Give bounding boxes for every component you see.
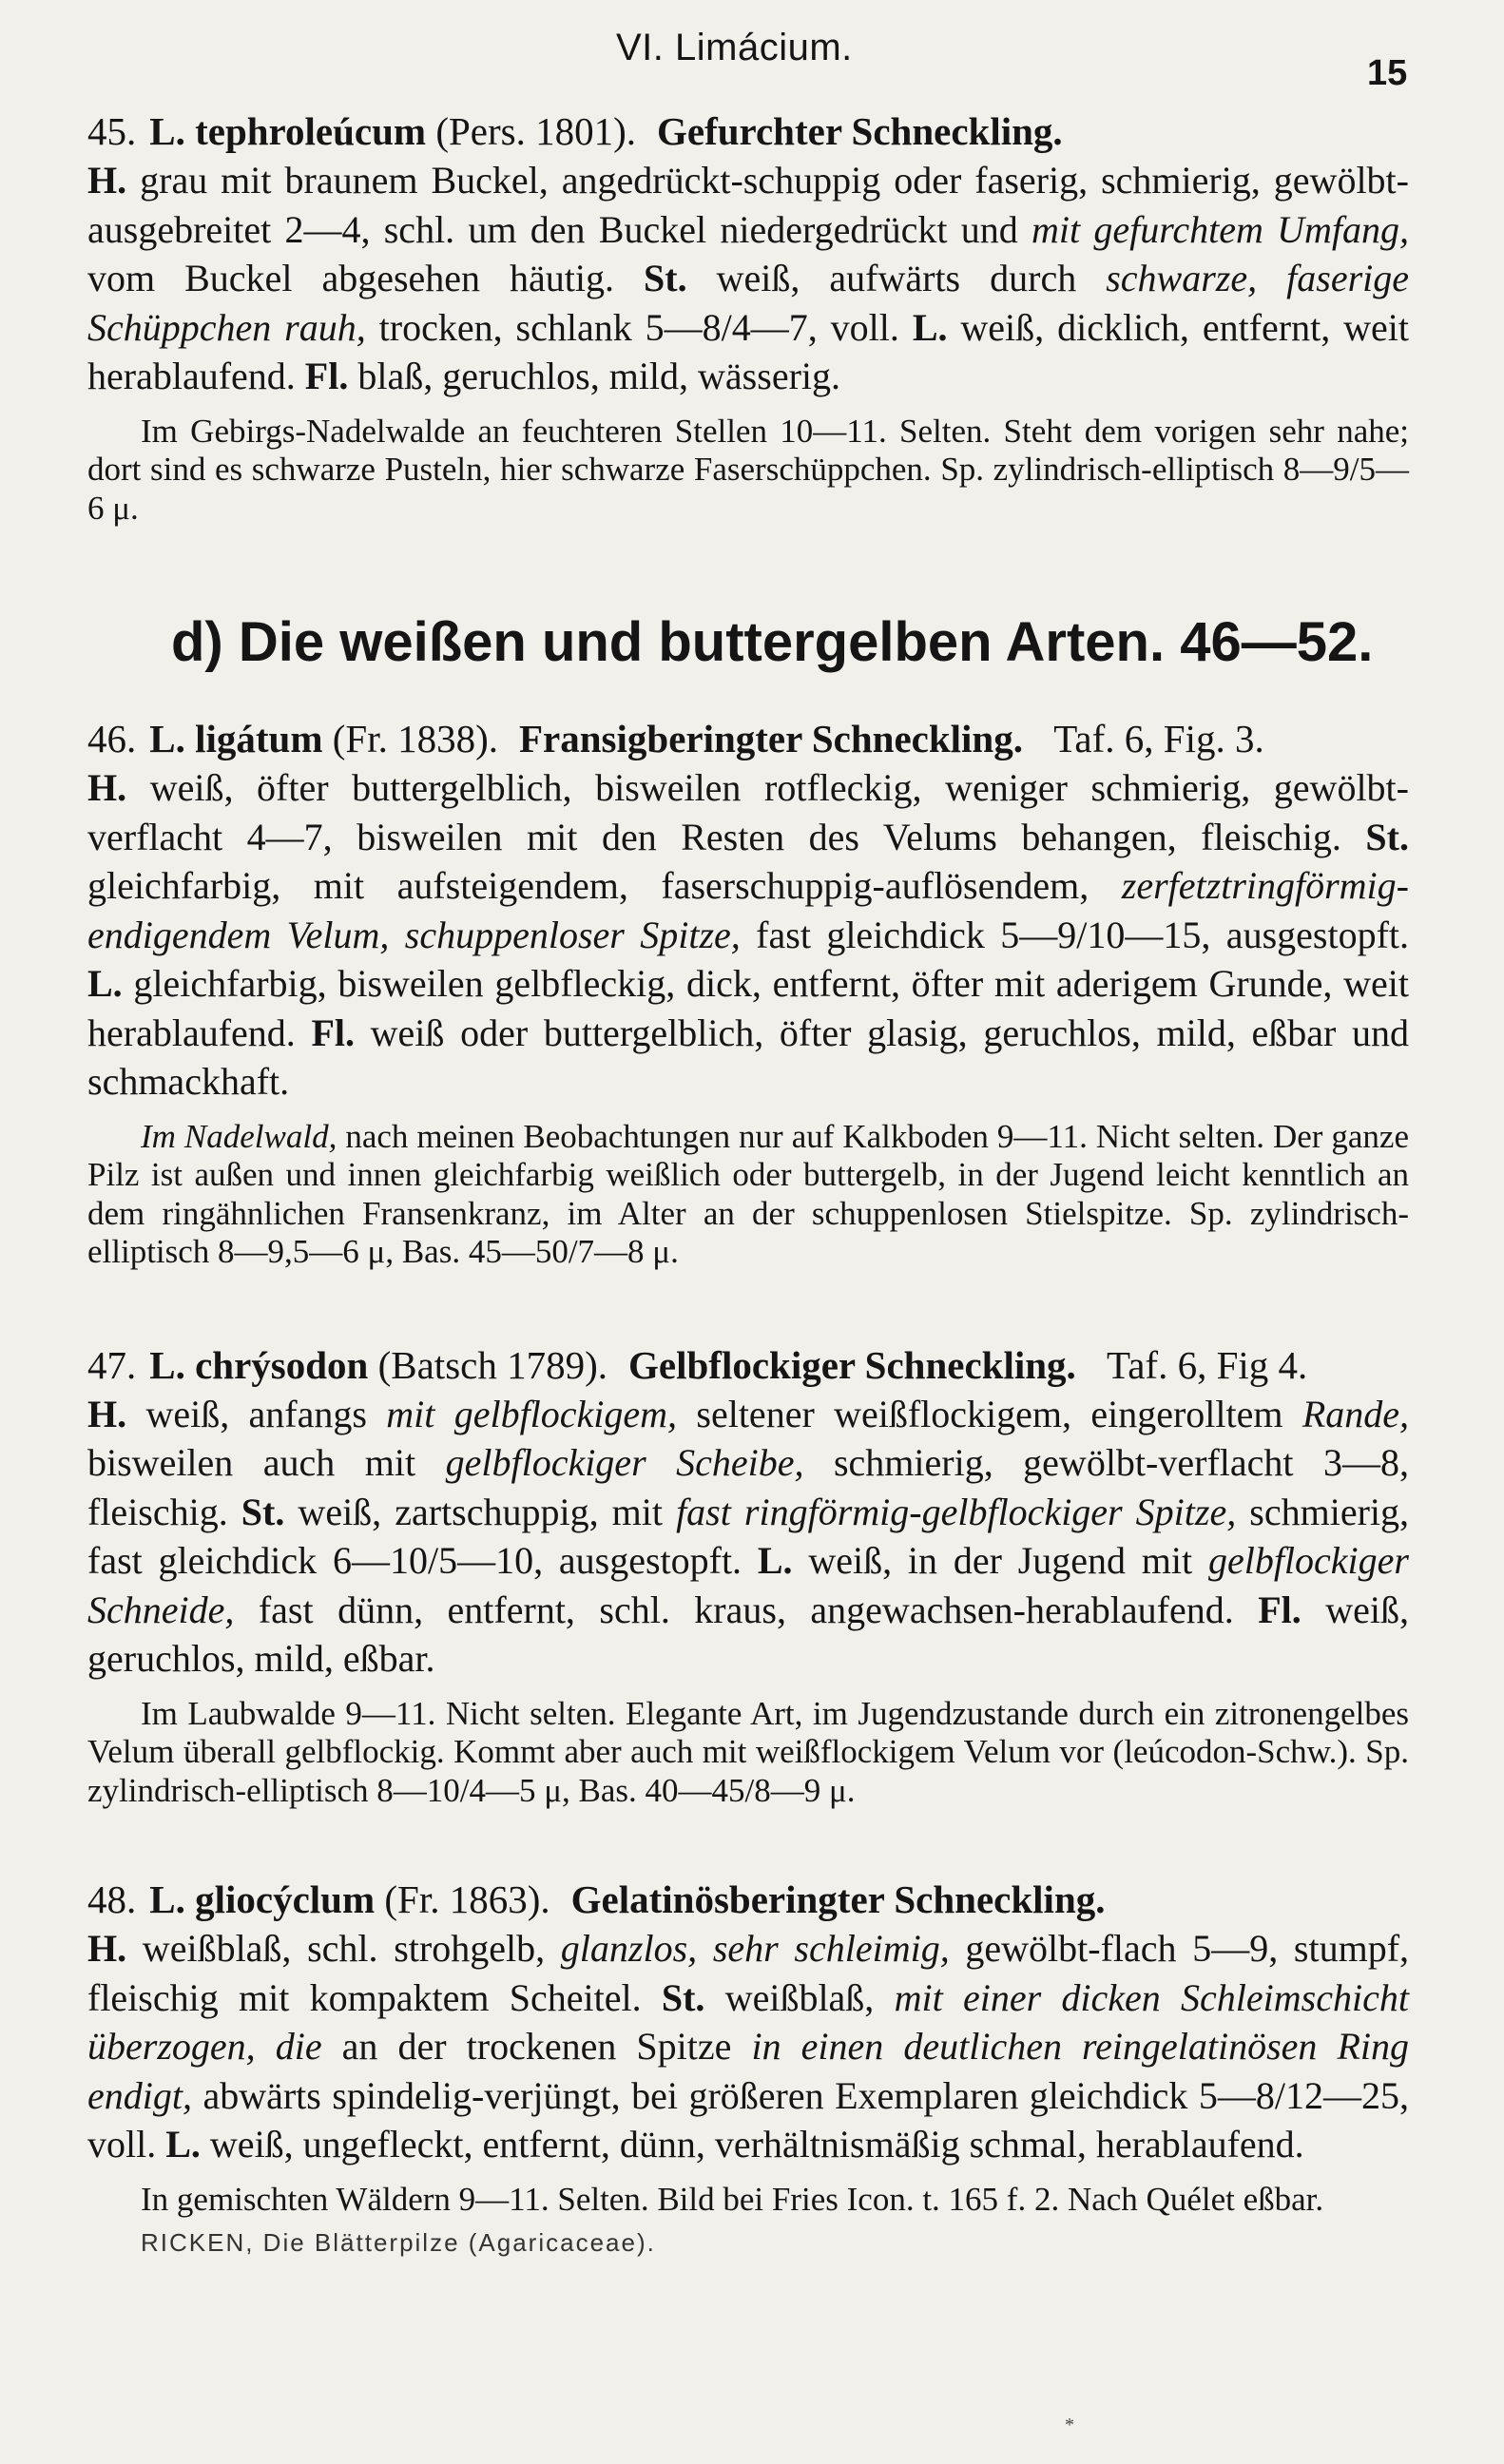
emphasis-text: glanzlos, sehr schleimig, [560, 1927, 950, 1970]
body-text: gleichfarbig, bisweilen gelbfleckig, dick, entfernt, öfter mit aderigem Grunde, weit herablaufend. [87, 962, 1409, 1054]
species-common-name: Gefurchter Schneckling. [656, 109, 1063, 153]
species-plate-ref: Taf. 6, Fig 4. [1107, 1342, 1308, 1387]
species-heading [87, 1340, 1409, 1390]
species-entry-47 [87, 1340, 1409, 1811]
running-head [0, 27, 1504, 93]
running-title: VI. Limácium. [616, 27, 853, 68]
species-common-name: Fransigberingter Schneckling. [519, 717, 1023, 760]
body-text: blaß, geruchlos, mild, wässerig. [348, 355, 841, 397]
body-text: gewölbt-flach 5—9, stumpf, fleischig mit kompaktem Scheitel. [87, 1927, 1410, 2019]
species-description [87, 1390, 1409, 1684]
body-text: weißblaß, schl. strohgelb, [126, 1927, 561, 1970]
footer-mark: * [1065, 2415, 1074, 2435]
section-heading: d) Die weißen und buttergelben Arten. 46—52. [171, 611, 1374, 673]
species-description [87, 156, 1409, 401]
body-text: weiß, dicklich, entfernt, weit herablaufend. [87, 305, 1410, 397]
part-label: H. [87, 766, 127, 809]
species-habitat [87, 413, 1409, 529]
emphasis-text: gelbflockiger Scheibe, [445, 1441, 804, 1484]
part-label: St. [241, 1490, 285, 1533]
body-text: weißblaß, [704, 1975, 895, 2019]
species-number: 47. [87, 1342, 137, 1387]
species-name: L. ligátum [149, 717, 323, 760]
species-common-name: Gelbflockiger Schneckling. [628, 1342, 1076, 1387]
emphasis-text: mit gefurchtem Umfang, [1032, 207, 1409, 251]
body-text: grau mit braunem Buckel, angedrückt-schuppig oder faserig, schmierig, gewölbt-ausgebreitet 2—4, schl. um den Buckel niedergedrückt und [87, 159, 1409, 251]
part-label: L. [87, 962, 123, 1005]
species-description [87, 1924, 1409, 2169]
body-text: trocken, schlank 5—8/4—7, voll. [365, 305, 913, 349]
species-entry-48 [87, 1875, 1409, 2219]
species-number: 46. [87, 717, 137, 760]
body-text: weiß, zartschuppig, mit [284, 1490, 677, 1533]
species-authority: (Pers. 1801). [435, 109, 636, 153]
species-description [87, 763, 1409, 1107]
part-label: St. [644, 257, 687, 299]
emphasis-text: fast ringförmig-gelbflockiger Spitze, [676, 1490, 1237, 1533]
page-number: 15 [1367, 53, 1408, 93]
emphasis-text: zerfetztringförmig-endigendem Velum, schuppenloser Spitze, [87, 864, 1409, 956]
body-text: gleichfarbig, mit aufsteigendem, faserschuppig-auflösendem, [87, 864, 1122, 907]
body-text: weiß, öfter buttergelblich, bisweilen rotfleckig, weniger schmierig, gewölbt-verflacht 4—7, bisweilen mit den Resten des Velums behangen, fleischig. [87, 766, 1409, 858]
part-label: H. [87, 159, 127, 202]
part-label: L. [165, 2123, 201, 2166]
species-habitat [87, 1695, 1409, 1811]
species-name: L. chrýsodon [149, 1342, 369, 1387]
body-text: weiß, aufwärts durch [686, 257, 1107, 299]
body-text: vom Buckel abgesehen häutig. [87, 257, 645, 299]
species-heading [87, 106, 1409, 156]
body-text: weiß, geruchlos, mild, eßbar. [87, 1588, 1409, 1680]
species-heading [87, 714, 1409, 763]
body-text: weiß, ungefleckt, entfernt, dünn, verhältnismäßig schmal, herablaufend. [200, 2123, 1304, 2166]
body-text: schmierig, gewölbt-verflacht 3—8, fleischig. [87, 1441, 1409, 1533]
species-heading [87, 1875, 1409, 1924]
species-authority: (Fr. 1838). [332, 717, 498, 760]
body-text: weiß, in der Jugend mit [792, 1539, 1208, 1582]
body-text: an der trockenen Spitze [321, 2025, 752, 2068]
body-text: weiß oder buttergelblich, öfter glasig, geruchlos, mild, eßbar und schmackhaft. [87, 1011, 1410, 1103]
footer-signature: RICKEN, Die Blätterpilze (Agaricaceae). [141, 2228, 656, 2257]
emphasis-text: schwarze, faserige Schüppchen rauh, [87, 257, 1410, 349]
part-label: L. [757, 1539, 793, 1582]
part-label: St. [1365, 815, 1409, 858]
body-text: In gemischten Wäldern 9—11. Selten. Bild bei Fries Icon. t. 165 f. 2. Nach Quélet eßbar. [141, 2180, 1324, 2218]
emphasis-text: mit einer dicken Schleimschicht überzogen, die [87, 1975, 1409, 2068]
emphasis-text: mit gelbflockigem, [386, 1392, 678, 1435]
body-text: seltener weißflockigem, eingerolltem [677, 1392, 1302, 1435]
emphasis-text: Im Nadelwald, [141, 1117, 337, 1155]
part-label: Fl. [304, 355, 349, 397]
emphasis-text: Rande, [1302, 1392, 1409, 1435]
species-entry-45 [87, 106, 1409, 528]
body-text: schmierig, fast gleichdick 6—10/5—10, ausgestopft. [87, 1490, 1410, 1582]
species-habitat [87, 2181, 1409, 2220]
species-number: 45. [87, 109, 137, 153]
part-label: St. [661, 1975, 705, 2019]
body-text: abwärts spindelig-verjüngt, bei größeren Exemplaren gleichdick 5—8/12—25, voll. [87, 2073, 1409, 2166]
species-entry-46 [87, 714, 1409, 1272]
emphasis-text: in einen deutlichen reingelatinösen Ring endigt, [87, 2025, 1410, 2117]
body-text: fast gleichdick 5—9/10—15, ausgestopft. [740, 913, 1409, 956]
part-label: Fl. [1258, 1588, 1302, 1631]
species-name: L. tephroleúcum [149, 109, 427, 153]
part-label: H. [87, 1392, 127, 1435]
emphasis-text: gelbflockiger Schneide, [87, 1539, 1409, 1631]
species-number: 48. [87, 1877, 137, 1921]
part-label: Fl. [311, 1011, 355, 1054]
species-habitat [87, 1118, 1409, 1272]
body-text: nach meinen Beobachtungen nur auf Kalkboden 9—11. Nicht selten. Der ganze Pilz ist außen und innen gleichfarbig weißlich oder buttergelb, in der Jugend leicht kenntlich an dem ringähnlichen Fransenkranz, im Alter an der schuppenlosen Stielspitze. Sp. zylindrisch-elliptisch 8—9,5—6 μ, Bas. 45—50/7—8 μ. [87, 1117, 1409, 1270]
page-content [87, 106, 1409, 2258]
body-text: Im Gebirgs-Nadelwalde an feuchteren Stellen 10—11. Selten. Steht dem vorigen sehr nahe; dort sind es schwarze Pusteln, hier schwarze Faserschüppchen. Sp. zylindrisch-elliptisch 8—9/5—6 μ. [87, 412, 1409, 527]
species-common-name: Gelatinösberingter Schneckling. [570, 1877, 1106, 1921]
part-label: L. [912, 305, 948, 349]
species-name: L. gliocýclum [149, 1877, 376, 1921]
species-plate-ref: Taf. 6, Fig. 3. [1053, 717, 1264, 760]
species-authority: (Batsch 1789). [377, 1342, 608, 1387]
part-label: H. [87, 1927, 127, 1970]
body-text: weiß, anfangs [126, 1392, 387, 1435]
body-text: bisweilen auch mit [87, 1441, 446, 1484]
body-text: fast dünn, entfernt, schl. kraus, angewachsen-herablaufend. [234, 1588, 1259, 1631]
species-authority: (Fr. 1863). [384, 1877, 550, 1921]
body-text: Im Laubwalde 9—11. Nicht selten. Elegante Art, im Jugendzustande durch ein zitronengelbes Velum überall gelbflockig. Kommt aber auch mit weißflockigem Velum vor (leúcodon-Schw.). Sp. zylindrisch-elliptisch 8—10/4—5 μ, Bas. 40—45/8—9 μ. [87, 1694, 1409, 1809]
